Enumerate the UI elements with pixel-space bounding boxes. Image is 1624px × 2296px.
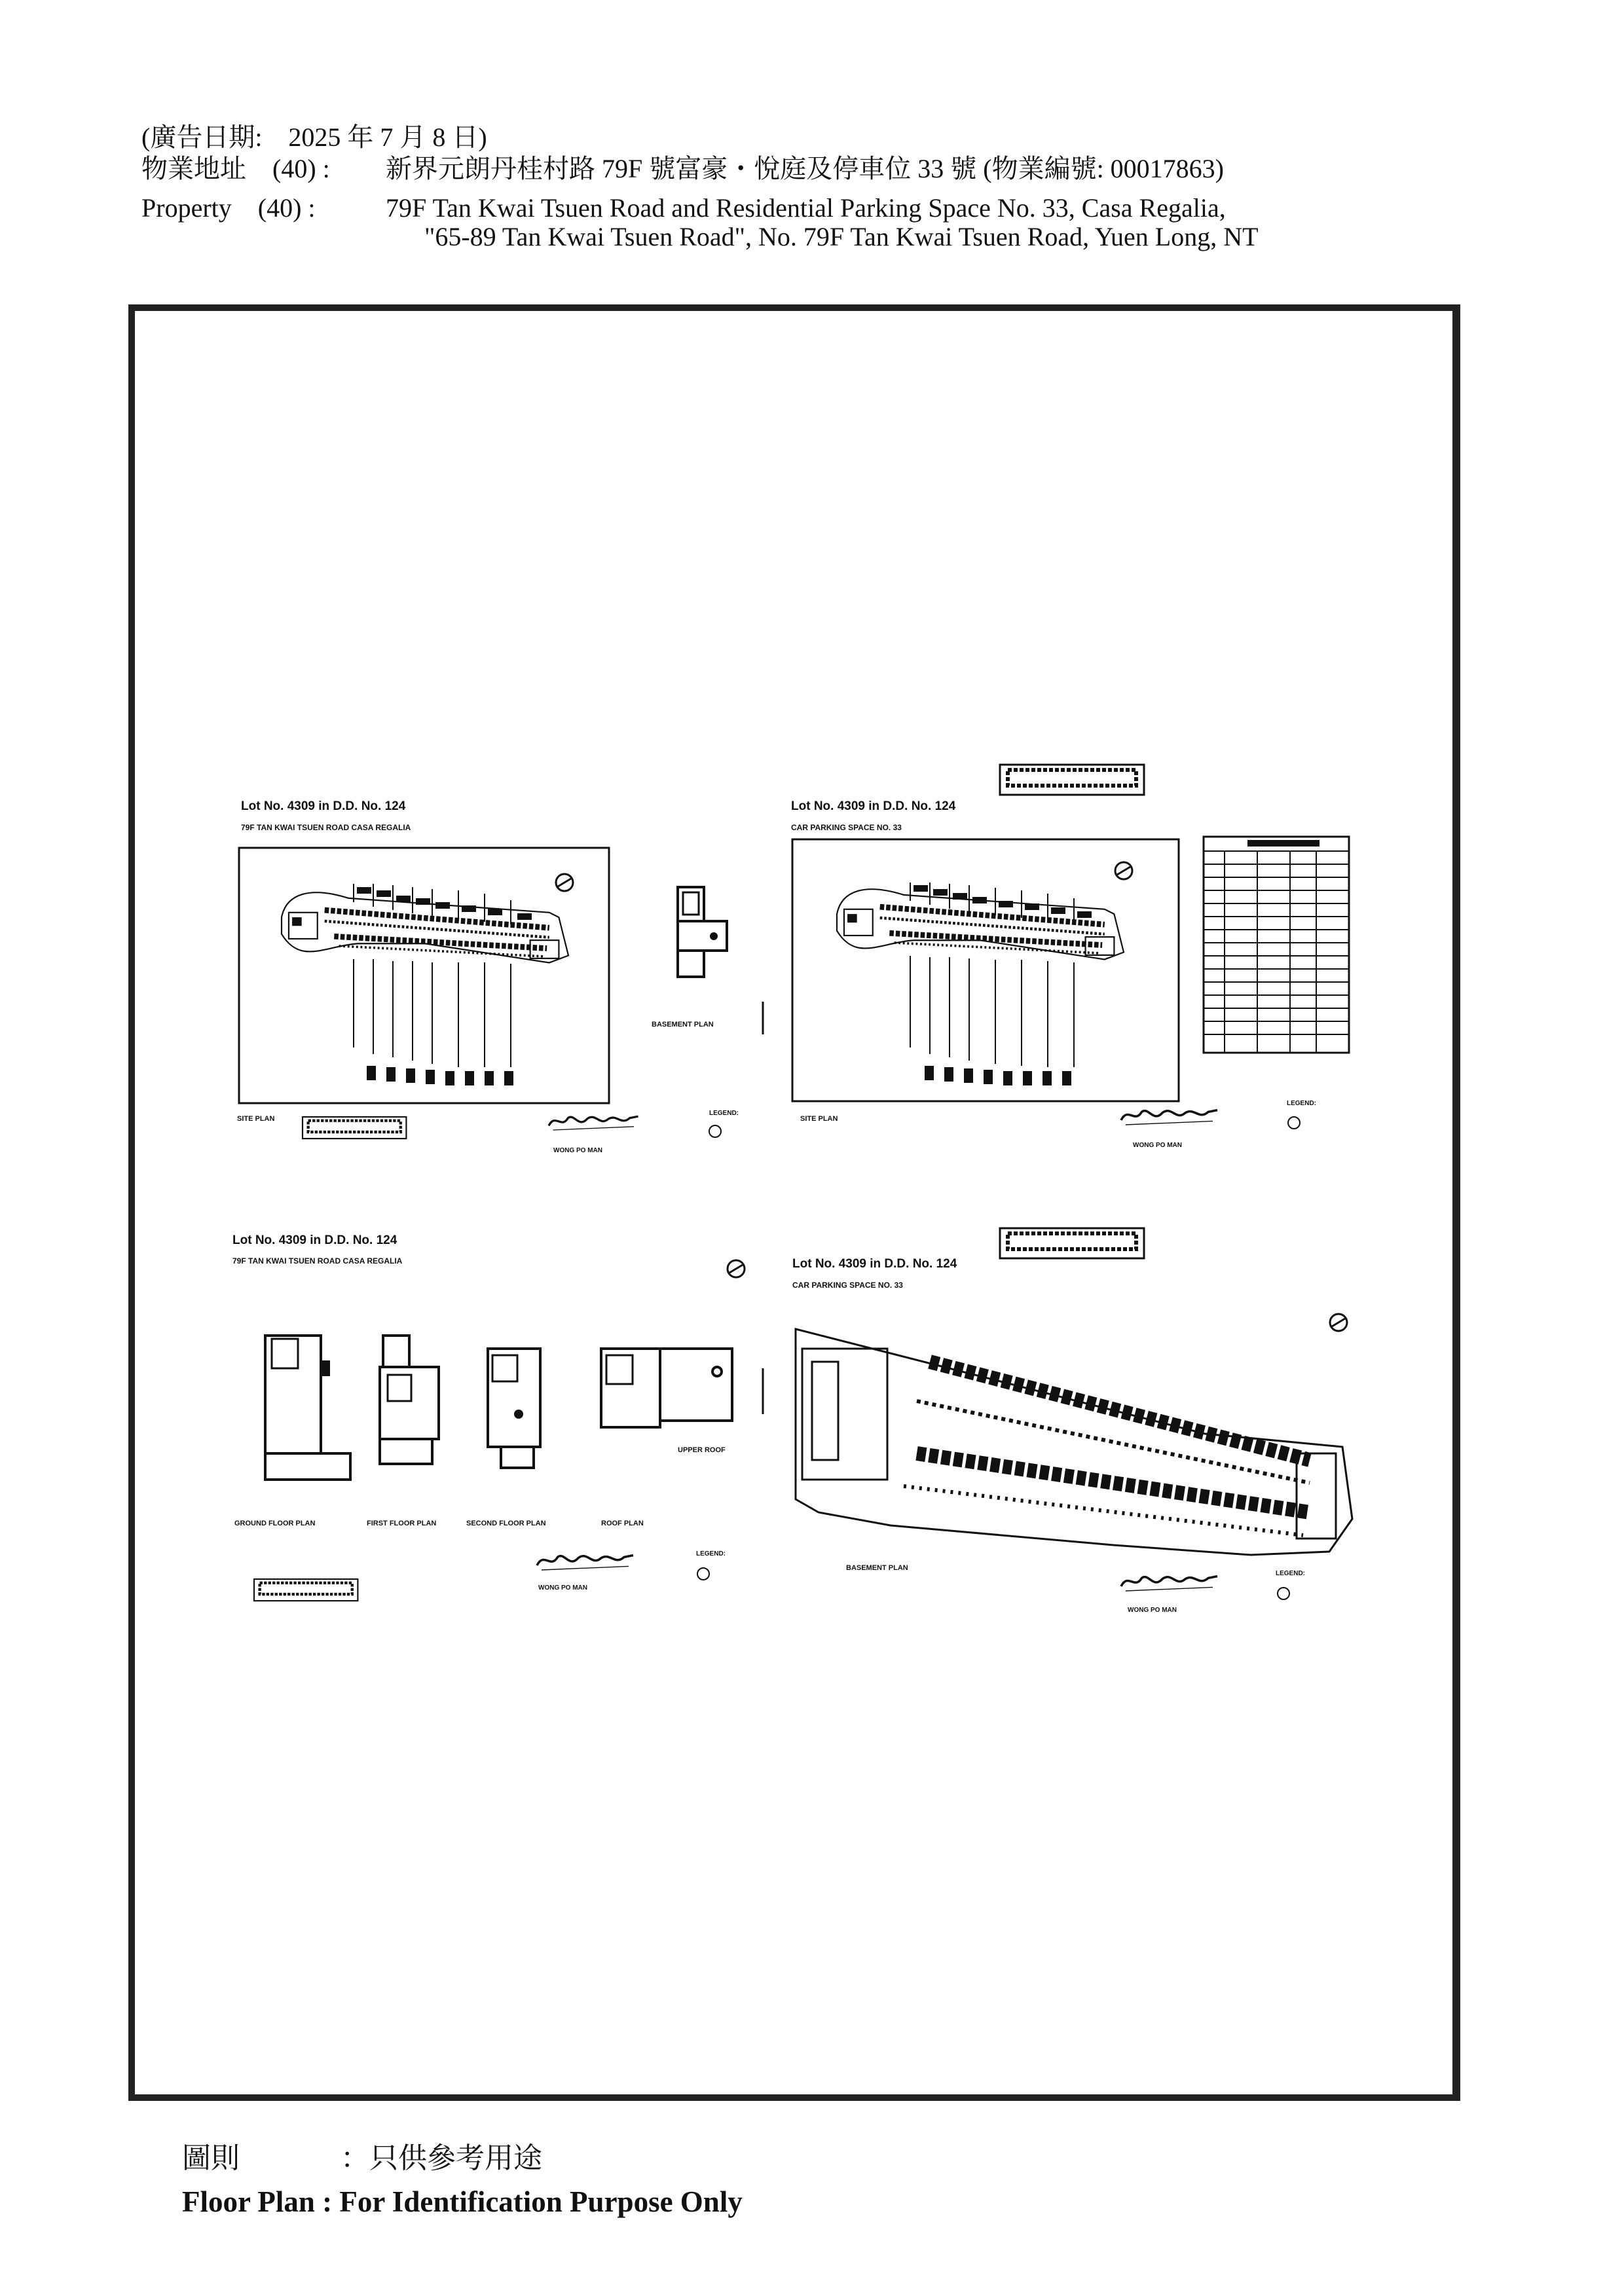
q1-legend-label: LEGEND: <box>709 1110 739 1117</box>
q4-lot-title: Lot No. 4309 in D.D. No. 124 <box>792 1257 957 1271</box>
basement-car-park-drawing <box>796 1329 1352 1555</box>
q2-lot-title: Lot No. 4309 in D.D. No. 124 <box>791 799 956 813</box>
upper-roof-label: UPPER ROOF <box>678 1446 726 1454</box>
ground-floor-plan-label: GROUND FLOOR PLAN <box>234 1520 316 1527</box>
parking-schedule-table <box>1204 837 1349 1053</box>
q3-architect-name: WONG PO MAN <box>538 1584 587 1592</box>
q3-company-stamp <box>254 1579 358 1601</box>
q4-legend-parking-icon <box>1278 1588 1289 1599</box>
q2-company-stamp <box>1000 765 1144 795</box>
advertisement-date: (廣告日期: 2025 年 7 月 8 日) <box>141 122 487 152</box>
property-label-en: Property (40) : <box>141 193 316 223</box>
second-floor-plan-label: SECOND FLOOR PLAN <box>466 1520 546 1527</box>
q3-legend-label: LEGEND: <box>696 1550 726 1558</box>
basement-plan-drawing <box>678 887 727 977</box>
q4-basement-plan-label: BASEMENT PLAN <box>846 1564 908 1572</box>
q2-architect-signature <box>1121 1110 1217 1125</box>
q4-north-icon <box>1330 1314 1347 1331</box>
roof-plan-label: ROOF PLAN <box>601 1520 644 1527</box>
ground-floor-plan-drawing <box>265 1336 350 1480</box>
footer-en: Floor Plan : For Identification Purpose Only <box>182 2185 743 2218</box>
basement-plan-label: BASEMENT PLAN <box>652 1021 714 1029</box>
address-label-zh: 物業地址 (40) : <box>141 154 330 183</box>
q3-legend-parking-icon <box>697 1568 709 1580</box>
q1-company-stamp <box>303 1117 406 1139</box>
q3-north-icon <box>728 1260 745 1277</box>
q1-architect-signature <box>549 1116 638 1130</box>
q4-architect-signature <box>1121 1576 1217 1591</box>
q4-architect-name: WONG PO MAN <box>1128 1607 1177 1614</box>
footer-text-zh: ：只供參考用途 <box>341 2141 542 2175</box>
q2-subtitle: CAR PARKING SPACE NO. 33 <box>791 823 902 832</box>
address-zh: 新界元朗丹桂村路 79F 號富豪・悅庭及停車位 33 號 (物業編號: 00017863) <box>386 154 1224 183</box>
q2-architect-name: WONG PO MAN <box>1133 1142 1182 1149</box>
q1-site-plan-label: SITE PLAN <box>237 1115 275 1123</box>
roof-plan-drawing <box>601 1349 732 1427</box>
q3-architect-signature <box>537 1556 633 1570</box>
q4-subtitle: CAR PARKING SPACE NO. 33 <box>792 1281 903 1290</box>
q2-legend-parking-icon <box>1288 1117 1300 1129</box>
q4-company-stamp <box>1000 1228 1144 1258</box>
second-floor-plan-drawing <box>488 1349 540 1468</box>
property-en-line-2: "65-89 Tan Kwai Tsuen Road", No. 79F Tan Kwai Tsuen Road, Yuen Long, NT <box>424 222 1259 251</box>
q1-lot-title: Lot No. 4309 in D.D. No. 124 <box>241 799 406 813</box>
q3-lot-title: Lot No. 4309 in D.D. No. 124 <box>232 1233 397 1247</box>
q2-legend-label: LEGEND: <box>1287 1100 1316 1107</box>
q1-site-plan-border <box>239 848 609 1103</box>
q1-subtitle: 79F TAN KWAI TSUEN ROAD CASA REGALIA <box>241 823 411 832</box>
first-floor-plan-drawing <box>380 1336 439 1464</box>
first-floor-plan-label: FIRST FLOOR PLAN <box>367 1520 437 1527</box>
q1-architect-name: WONG PO MAN <box>553 1147 602 1154</box>
q4-legend-label: LEGEND: <box>1276 1570 1305 1577</box>
q2-site-plan-label: SITE PLAN <box>800 1115 838 1123</box>
footer-label-zh: 圖則 <box>182 2141 240 2175</box>
footer-zh <box>182 2134 542 2176</box>
q1-legend-parking-icon <box>709 1125 721 1137</box>
q3-subtitle: 79F TAN KWAI TSUEN ROAD CASA REGALIA <box>232 1256 403 1266</box>
property-en-1: 79F Tan Kwai Tsuen Road and Residential Parking Space No. 33, Casa Regalia, <box>386 193 1226 223</box>
